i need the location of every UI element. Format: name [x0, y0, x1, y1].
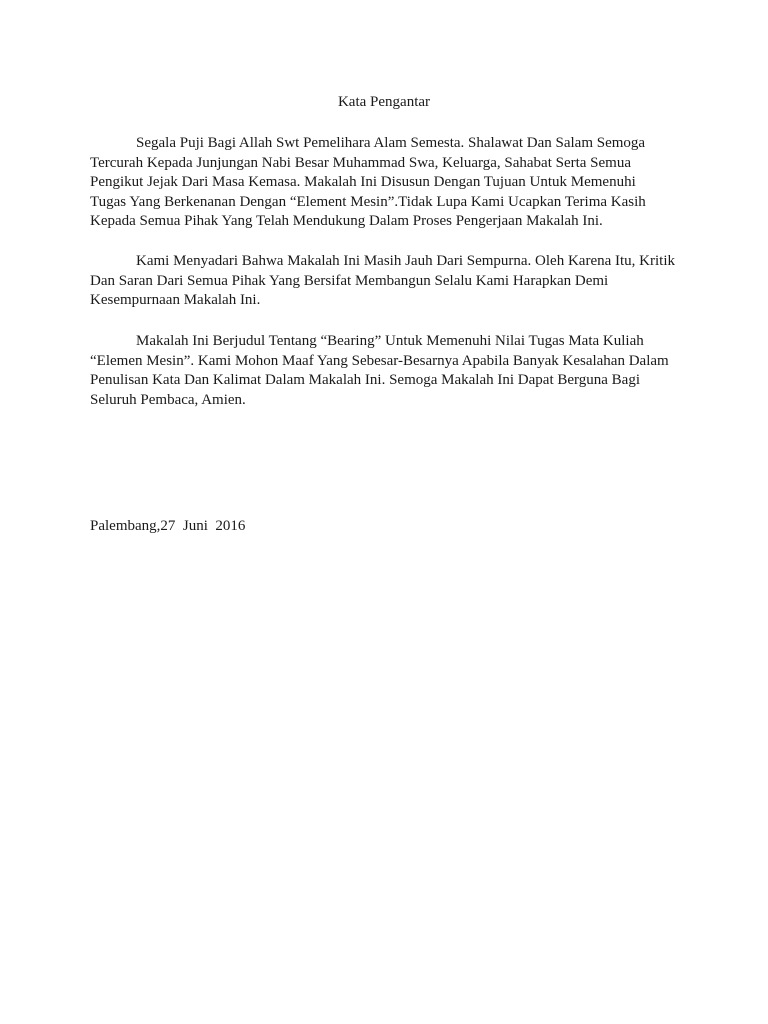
paragraph-line: Seluruh Pembaca, Amien. [90, 391, 246, 408]
place-date-signature: Palembang,27 Juni 2016 [90, 518, 246, 534]
paragraph-line: Dan Saran Dari Semua Pihak Yang Bersifat Membangun Selalu Kami Harapkan Demi [90, 272, 609, 289]
paragraph-line: Segala Puji Bagi Allah Swt Pemelihara Alam Semesta. Shalawat Dan Salam Semoga [136, 135, 646, 151]
paragraph-line: Penulisan Kata Dan Kalimat Dalam Makalah Ini. Semoga Makalah Ini Dapat Berguna Bagi [90, 372, 640, 388]
paragraph-line: Tercurah Kepada Junjungan Nabi Besar Muhammad Swa, Keluarga, Sahabat Serta Semua [90, 154, 632, 171]
paragraph-2 [90, 252, 690, 311]
paragraph-1 [90, 134, 690, 232]
paragraph-line: Makalah Ini Berjudul Tentang “Bearing” Untuk Memenuhi Nilai Tugas Mata Kuliah [136, 333, 644, 349]
paragraph-line: Kesempurnaan Makalah Ini. [90, 292, 261, 308]
paragraph-3 [90, 332, 690, 410]
paragraph-line: “Elemen Mesin”. Kami Mohon Maaf Yang Sebesar-Besarnya Apabila Banyak Kesalahan Dalam [90, 352, 669, 369]
paragraph-line: Kepada Semua Pihak Yang Telah Mendukung Dalam Proses Pengerjaan Makalah Ini. [90, 213, 603, 229]
paragraph-line: Pengikut Jejak Dari Masa Kemasa. Makalah Ini Disusun Dengan Tujuan Untuk Memenuhi [90, 174, 636, 190]
paragraph-line: Tugas Yang Berkenanan Dengan “Element Mesin”.Tidak Lupa Kami Ucapkan Terima Kasih [90, 193, 646, 210]
page-title: Kata Pengantar [337, 94, 431, 110]
paragraph-line: Kami Menyadari Bahwa Makalah Ini Masih Jauh Dari Sempurna. Oleh Karena Itu, Kritik [136, 253, 676, 269]
